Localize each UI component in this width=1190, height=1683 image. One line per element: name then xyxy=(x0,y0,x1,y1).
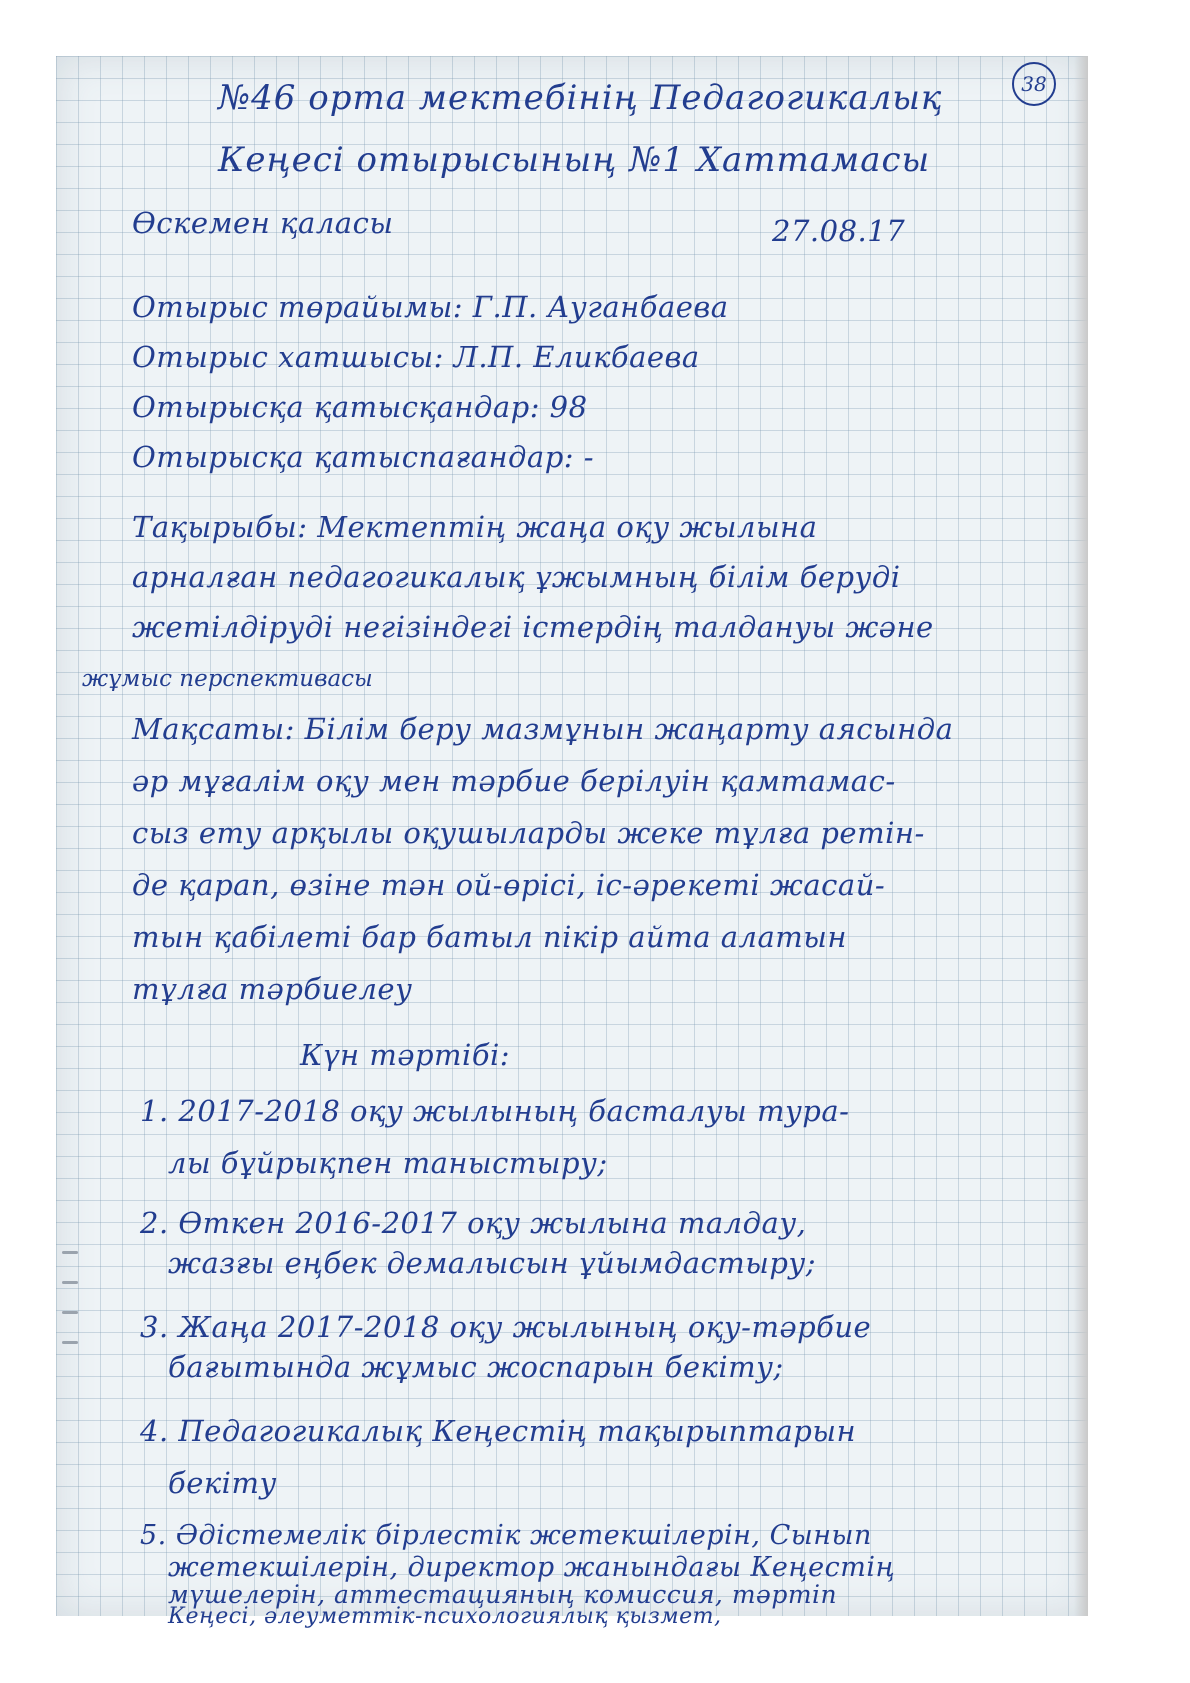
meeting-secretary: Отырыс хатшысы: Л.П. Еликбаева xyxy=(132,340,700,374)
agenda-item-3-line-2: бағытында жұмыс жоспарын бекіту; xyxy=(168,1350,784,1384)
goal-line-5: тын қабілеті бар батыл пікір айта алатын xyxy=(132,920,847,954)
goal-line-1: Мақсаты: Білім беру мазмұнын жаңарту аясында xyxy=(132,712,954,746)
date: 27.08.17 xyxy=(772,214,906,248)
agenda-item-1-line-1: 1. 2017-2018 оқу жылының басталуы тура- xyxy=(140,1094,850,1128)
meeting-absent: Отырысқа қатыспағандар: - xyxy=(132,440,595,474)
topic-line-3: жетілдіруді негізіндегі істердің талдануы және xyxy=(132,610,934,644)
agenda-item-2-line-1: 2. Өткен 2016-2017 оқу жылына талдау, xyxy=(140,1206,807,1240)
agenda-item-1-line-2: лы бұйрықпен таныстыру; xyxy=(168,1146,608,1180)
agenda-item-3-line-1: 3. Жаңа 2017-2018 оқу жылының оқу-тәрбие xyxy=(140,1310,872,1344)
topic-line-1: Тақырыбы: Мектептің жаңа оқу жылына xyxy=(132,510,818,544)
agenda-item-5-line-4: Кеңесі, әлеуметтік-психологиялық қызмет, xyxy=(168,1604,722,1629)
page-number: 38 xyxy=(1012,62,1056,106)
agenda-item-4-line-1: 4. Педагогикалық Кеңестің тақырыптарын xyxy=(140,1414,857,1448)
goal-line-2: әр мұғалім оқу мен тәрбие берілуін қамтамас- xyxy=(132,764,896,798)
topic-line-4: жұмыс перспективасы xyxy=(82,666,373,692)
meeting-chair: Отырыс төрайымы: Г.П. Ауганбаева xyxy=(132,290,729,324)
agenda-title: Күн тәртібі: xyxy=(300,1038,511,1072)
protocol-title-line-1: №46 орта мектебінің Педагогикалық xyxy=(218,78,943,118)
topic-line-2: арналған педагогикалық ұжымның білім беруді xyxy=(132,560,901,594)
agenda-item-5-line-2: жетекшілерін, директор жанындағы Кеңестің xyxy=(168,1552,896,1583)
goal-line-6: тұлға тәрбиелеу xyxy=(132,972,413,1006)
goal-line-3: сыз ету арқылы оқушыларды жеке тұлға ретін- xyxy=(132,816,925,850)
goal-line-4: де қарап, өзіне тән ой-өрісі, іс-әрекеті жасай- xyxy=(132,868,886,902)
meeting-present: Отырысқа қатысқандар: 98 xyxy=(132,390,588,424)
agenda-item-4-line-2: бекіту xyxy=(168,1466,277,1500)
place: Өскемен қаласы xyxy=(132,206,394,240)
agenda-item-2-line-2: жазғы еңбек демалысын ұйымдастыру; xyxy=(168,1246,817,1280)
agenda-item-5-line-3: мүшелерін, аттестацияның комиссия, тәртіп xyxy=(168,1580,838,1609)
protocol-title-line-2: Кеңесі отырысының №1 Хаттамасы xyxy=(218,140,931,180)
agenda-item-5-line-1: 5. Әдістемелік бірлестік жетекшілерін, Сынып xyxy=(140,1520,872,1551)
binding-thread xyxy=(56,1241,86,1381)
